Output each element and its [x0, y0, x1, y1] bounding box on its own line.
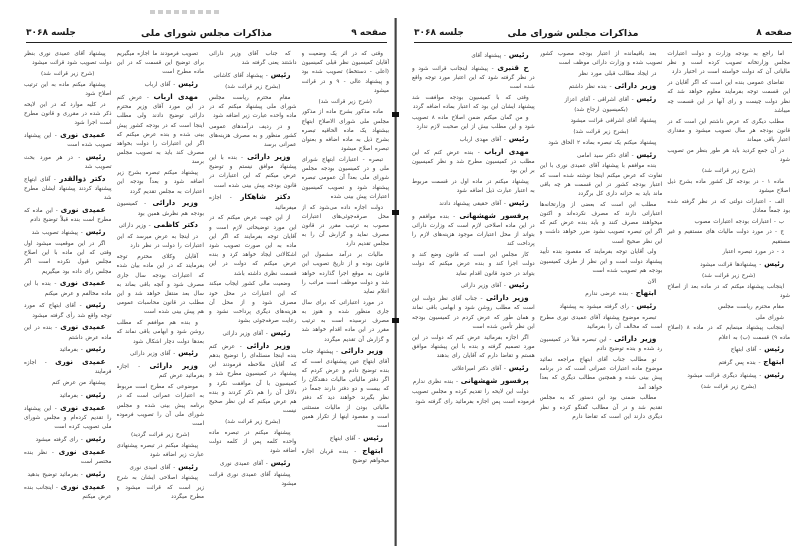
speech-text: - آقای وزیر دارائی	[222, 331, 271, 338]
stage-direction: (شرح زیر قرائت شد)	[701, 273, 756, 279]
page-fold	[394, 18, 397, 546]
speech-text: - آقای ابتهاج	[730, 347, 765, 354]
speaker-name: رئیس	[508, 280, 529, 290]
speech-text: - آقای ارباب	[144, 82, 179, 89]
body-paragraph: پیشنهاد میکنم تبصره بشرح زیر اضافه شود و بعداً بودجه این اعتبارات به مجلس تقدیم گردد	[116, 170, 204, 195]
body-paragraph: در ایجاد مطالب قبلی مورد نظر	[578, 71, 657, 77]
speech-paragraph	[667, 344, 790, 355]
speaker-name: رئیس	[85, 344, 106, 354]
speaker-name: مهدی ارباب	[153, 92, 198, 101]
stage-direction: (بشرح زیر قرائت شد)	[225, 419, 281, 426]
speech-paragraph	[24, 174, 112, 204]
body-paragraph: و در ردیف درآمدهای عمومی کشور منظور و به مصرف هزینه‌های عمرانی برسد	[209, 123, 297, 149]
left-column-1	[302, 50, 390, 543]
speech-paragraph	[667, 259, 790, 270]
speech-paragraph	[209, 192, 297, 212]
speech-paragraph	[540, 288, 663, 299]
speaker-name: رئیس	[363, 432, 383, 442]
speaker-name: وزیر دارائی	[614, 80, 657, 90]
body-paragraph: تبصره موضوع پیشنهاد آقای عمیدی نوری مطرح است که مخالف آن را بفرمائید	[539, 314, 663, 331]
body-paragraph: پیشنهاد میکنم ماده به این ترتیب اصلاح شود	[24, 81, 112, 97]
speech-text: - پیشنهاد آقای	[471, 53, 509, 59]
body-paragraph: که جناب آقای وزیر دارائی داشتند یعنی گرفته شد	[209, 51, 297, 67]
speech-text: - جناب آقای نظر دولت این است که مطلب روشن شود و ابهامی باقی نماند و همان طور که عرض کردم در کمیسیون بودجه این نظر تأمین شده است	[411, 296, 535, 330]
body-paragraph: پیشنهاد اصلاحی ایشان به شرح زیر است که قرائت میشود و مطرح میگردد	[116, 475, 204, 500]
speech-paragraph	[117, 220, 205, 231]
body-paragraph: اگر در این موقعیت میشود اول وقتی که این ماده با این اصلاح مجلس قبول نکرده است اگر مجلس رای داده بود میگیریم	[24, 241, 112, 275]
speaker-name: وزیر دارائی	[614, 333, 657, 343]
right-page-running-head	[414, 28, 792, 43]
speech-paragraph	[667, 357, 790, 368]
body-paragraph: در آن جمع کردید باید هر طور بنظر من تصویب شود	[667, 147, 790, 164]
speech-text: - این پیشنهاد را تقدیم کرده‌ام و مجلس شورای ملی تصویب کرده است	[24, 405, 112, 431]
body-paragraph: اما راجع به بودجه وزارت و دولت اعتبارات مجلس وزارتخانه تصویب کرده است و نظر مالیاتی آن که دولت خواسته است در اختیار دارد	[667, 51, 790, 76]
speech-text: - این تبصره قبلاً در کمیسیون رد شده و بنده توضیح دادم	[539, 336, 663, 353]
speaker-name: رئیس	[636, 149, 657, 159]
speech-text: - اجازه میفرمائید	[209, 195, 297, 211]
body-paragraph: و من گمان میکنم ضمن اصلاح ماده ۸ تصویب شود و این مطلب بیش از این صحبت لازم ندارد	[411, 115, 535, 131]
speaker-name: عمیدی نوری	[58, 446, 106, 456]
body-paragraph: ماده مذکور بشرح ماده از مذکور مجلس ملی شورای الاصلاح ابتهاج بیشنهاد یک ماده الحاقیه تبصره بشرح ذیل به ماده اضافه و بعنوان تبصره اصلاح میشود	[301, 109, 389, 153]
speech-paragraph	[117, 462, 205, 473]
speaker-name: رئیس	[508, 50, 529, 59]
speaker-name: رئیس	[270, 70, 291, 79]
speech-text: - آقای وزیر دارائی	[130, 351, 179, 358]
speech-paragraph	[412, 293, 535, 332]
body-paragraph: ولی آقایان توجه بفرمایند که مقصود بنده تأیید پیشنهاد دولت است و این نظر از طرف کمیسیون بودجه هم تصویب شده است	[539, 249, 663, 274]
speech-text: - نظر بنده مختصر است	[24, 449, 112, 465]
speaker-name: وزیر دارائی	[149, 361, 198, 371]
body-paragraph: مقام محترم ریاست مجلس شورای ملی پیشنهاد میکنم که در ماده واحده عبارت زیر اضافه شود	[209, 94, 297, 119]
speech-text: - این پیشنهاد تصویب شده است	[24, 133, 112, 149]
left-page-running-head	[26, 28, 387, 43]
speech-paragraph	[117, 361, 205, 381]
speech-paragraph	[24, 403, 112, 433]
speech-text: - آقای مهدی ارباب	[459, 137, 509, 143]
speaker-name: رئیس	[508, 134, 529, 143]
body-paragraph: مقام محترم ریاست مجلس	[718, 303, 784, 310]
speaker-name: رئیس	[85, 152, 106, 161]
speech-paragraph	[209, 70, 297, 81]
speech-text: - کمیسیون بودجه هم نظرش همین بود	[116, 201, 204, 217]
speech-paragraph	[412, 280, 535, 291]
left-column-3	[117, 50, 205, 543]
speech-paragraph	[24, 300, 112, 320]
body-paragraph: پیشنهاد میکنم در تبصره ماده واحده کلمه پس از کلمه دولت اضافه شود	[209, 429, 297, 455]
right-page-number: صفحه ۸	[756, 28, 792, 38]
speaker-name: دکتر ذوالقدر	[59, 174, 106, 183]
speaker-name: پرفسور شهشهانی	[460, 375, 529, 385]
body-paragraph: مالیات بر درآمد مشمول این قانون بوده و از تاریخ تصویب این قانون به موقع اجرا گذارده خواهد شد و دولت موظف است مراتب را اعلام نماید	[301, 252, 389, 296]
speaker-name: عمیدی نوری	[55, 357, 106, 367]
speech-text: - پیشنهادها قرائت میشود	[700, 262, 765, 269]
body-paragraph: دولت این لایحه را تقدیم کرده و مجلس تصویب فرموده است پس اجازه بفرمائید رای گرفته شود	[411, 389, 535, 405]
speech-text: - بنده با این ماده مخالفم و عرض میکنم	[24, 281, 112, 297]
body-paragraph: تصویب فرمودند ما اجازه میگیریم برای توضیح این قسمت که در این ماده مطرح است	[116, 51, 204, 76]
body-paragraph: وقتی که با کمیسیون بودجه موافقت شد پیشنهاد ایشان این بود که اعتبار بماده اضافه گردد	[411, 95, 535, 111]
speaker-name: رئیس	[178, 461, 198, 471]
speaker-name: رئیس	[85, 390, 106, 399]
speech-paragraph	[24, 344, 112, 355]
speech-paragraph	[24, 469, 112, 480]
speech-paragraph	[412, 376, 535, 387]
left-page	[0, 0, 393, 549]
stage-direction: (بکمیسیون ارجاع شد)	[574, 107, 628, 114]
speech-paragraph	[412, 198, 535, 209]
speaker-name: رئیس	[508, 362, 529, 372]
speech-paragraph	[302, 346, 390, 431]
speaker-name: پرفسور شهشهانی	[459, 210, 529, 220]
speech-text: - بنده در این ماده عرض داشتم	[24, 325, 112, 341]
speech-paragraph	[412, 50, 535, 61]
speech-paragraph	[24, 130, 112, 150]
speaker-name: رئیس	[270, 328, 291, 338]
left-column-2	[209, 50, 297, 543]
body-paragraph: پیشنهاد آقای اشرافی قرائت میشود	[570, 118, 657, 125]
fold-mark	[392, 318, 399, 323]
body-paragraph: پیشنهاد آقای عمیدی نوری بنظر دولت تصویب شود قرائت میشود	[24, 51, 112, 67]
speech-paragraph	[209, 328, 297, 339]
speaker-name: رئیس	[764, 369, 784, 379]
speaker-name: وزیر دارائی	[486, 293, 529, 303]
right-page-title: مذاکرات مجلس شورای ملی	[507, 28, 639, 39]
speech-text: - آقای وزیر دارائی	[460, 283, 509, 290]
stage-direction: (شرح زیر قرائت شد)	[318, 98, 372, 105]
body-paragraph: در اینجا به عرض میرسد که این اعتبارات را دولت در نظر دارد	[116, 234, 204, 250]
speaker-name: رئیس	[764, 259, 784, 269]
speech-paragraph	[540, 94, 663, 105]
speech-paragraph	[540, 301, 663, 312]
speaker-name: وزیر دارائی	[340, 346, 383, 356]
speaker-name: رئیس	[270, 458, 291, 468]
speaker-name: مهدی ارباب	[484, 146, 529, 156]
body-paragraph: مطالب ضمنی بود این دستور که به مجلس تقدیم شد و در آن مطالب گفتگو کرده و نظر دیگری دارند این است که تقاضا دارم	[539, 395, 663, 420]
speech-paragraph	[117, 348, 205, 359]
speaker-name: وزیر دارائی	[152, 198, 198, 208]
speaker-name: رئیس	[85, 468, 106, 478]
speaker-name: رئیس	[85, 227, 106, 237]
speech-text: - پیشنهاد تصویب شد	[31, 230, 86, 237]
stage-direction: (شرح زیر قرائت شد)	[701, 167, 756, 174]
speaker-name: رئیس	[764, 344, 784, 354]
body-paragraph: آقایان وکلای محترم توجه بفرمایند که در این ماده بیان شده که اعتبارات بودجه سال جاری مصرف شود و آنچه باقی بماند به سال بعد منتقل خواهد شد و این مطلب در قانون محاسبات عمومی هم پیش بینی شده است	[116, 254, 204, 316]
speaker-name: وزیر دارائی	[246, 340, 291, 350]
body-paragraph: و بنده هم موافقم که مطلب روشن شود و ابهامی باقی نماند که بعدها دولت دچار اشکال شود	[116, 320, 204, 345]
body-paragraph: پیشنهاد آقای عمیدی نوری قرائت میشود	[209, 471, 297, 488]
body-paragraph: بعد باقیمانده از اعتبار بودجه مصوب کشور تصویب شده و وزارت دارائی موظف است	[539, 51, 663, 67]
speech-text: - آقای ابتهاج	[329, 435, 364, 442]
speech-paragraph	[540, 334, 663, 354]
speech-paragraph	[24, 227, 112, 238]
speech-paragraph	[667, 370, 790, 381]
body-paragraph: کار مجلس این است که قانون وضع کند و دولت اجرا کند و بنده عرض میکنم که دولت بتواند در حدود قانون اقدام نماید	[411, 252, 535, 277]
left-page-title: مذاکرات مجلس شورای ملی	[141, 28, 272, 39]
speech-paragraph	[24, 447, 112, 467]
speech-paragraph	[412, 211, 535, 250]
right-column-1	[667, 50, 790, 543]
speech-paragraph	[209, 341, 297, 417]
speech-text: - بنده نظری ندارم	[412, 378, 461, 385]
speech-paragraph	[540, 150, 663, 161]
speech-text: - بفرمائید	[59, 347, 86, 354]
speech-text: - آقای اشراقی - آقای اعزاز	[564, 96, 637, 103]
body-paragraph: ب - اعتبارات بودجه اعتبارات مصوب	[694, 218, 784, 225]
speech-text: - آقای امیدی نوری	[129, 464, 179, 471]
speech-paragraph	[302, 433, 390, 444]
speech-text: - بنده عرض کنم که این مطلب در کمیسیون مطرح شد و نظر کمیسیون بر این بود	[411, 149, 535, 175]
speech-paragraph	[412, 363, 535, 374]
speech-paragraph	[24, 322, 112, 342]
speech-text: - رای گرفته میشود	[35, 437, 86, 443]
speech-text: - در هر مورد بحث تصویب شد	[24, 155, 112, 171]
body-paragraph: اگر اجازه بفرمائید عرض کنم که دولت در این مورد تصمیم گرفته و بنده با این پیشنهاد موافق هستم و تقاضا دارم که آقایان رای بدهند	[411, 334, 535, 360]
speech-paragraph	[24, 152, 112, 172]
speech-paragraph	[24, 482, 112, 502]
body-paragraph: بنده موافقم با پیشنهاد آقای عمیدی نوری با این تفاوت که عرض میکنم اینجا نوشته شده است که اعتبار بودجه کشور در این قسمت هر چه باقی ماند باید به خزانه داری کل برگردد	[539, 163, 663, 197]
speaker-name: دکتر کاظمی	[153, 220, 198, 230]
speaker-name: ابتهاج	[362, 445, 383, 455]
right-column-2	[540, 50, 663, 543]
body-paragraph: اینجانب پیشنهاد میکنم که در ماده بعد از اصلاح شود	[667, 283, 790, 299]
speech-paragraph	[24, 390, 112, 401]
fold-mark	[392, 112, 399, 117]
body-paragraph: وقتی که در اثر یک وضعیت و آقایان کمیسیون نظر قبلی کمیسیون (اعلی - دستخط) تصویب شده بود و پیشنهاد عالی - ۹ و در قرائت میشود	[301, 51, 389, 94]
body-paragraph: وضعیت مالی کشور ایجاب میکند که این اعتبارات در محل خود مصرف شود و از محل آن هزینه‌های دیگری پرداخت نشود و رعایت صرفه‌جوئی بشود	[209, 281, 297, 325]
body-paragraph: پیشنهاد میکنم در ماده اول در قسمت مربوط به اعتبار عبارت ذیل اضافه شود	[411, 179, 535, 195]
speaker-name: رئیس	[85, 434, 106, 443]
body-paragraph: پیشنهاد من عرض کنم	[51, 380, 106, 387]
speech-text: - آقای ابتهاج که مورد توجه واقع شد رأی گرفته میشود	[24, 303, 112, 319]
speaker-name: عمیدی نوری	[60, 205, 106, 215]
body-paragraph: مطلب این است که بعضی از وزارتخانه‌ها اعتباراتی دارند که مصرف نکرده‌اند و اکنون میخواهند مصرف کنند و باید بنده عرض کنم که اگر این تبصره تصویب نشود ضرر خواهد داشت و این نظر صحیح است	[539, 201, 663, 245]
speech-paragraph	[412, 134, 535, 145]
body-paragraph: تو مطالب جناب آقای ابتهاج مراجعه نمائید موضوع ماده اعتبارات عمرانی است که در برنامه پیش بینی شده و همچنین مطالب دیگری که بعداً خواهد آمد	[539, 356, 663, 391]
body-paragraph: الف - اعتبارات دولتی که در نظر گرفته شده بود جمعاً معادل	[667, 198, 790, 214]
speech-text: - بفرمائید توضیح بدهید	[27, 471, 86, 478]
speech-paragraph	[412, 147, 535, 177]
speaker-name: عمیدی نوری	[60, 322, 106, 332]
speaker-name: رئیس	[178, 79, 198, 89]
speech-text: - آقای ابتهاج پیشنهاد کردند پیشنهاد ایشان مطرح شد	[24, 177, 112, 202]
speech-text: - پیشنهاد اینجانب قرائت شود و در نظر گرفته شود که این اعتبار مورد توجه واقع شده است	[411, 65, 535, 91]
left-page-session: جلسه ۳۰۶۸	[26, 28, 76, 38]
speech-paragraph	[117, 92, 205, 168]
body-paragraph: پیشنهاد میکنم یک تبصره بماده ۲ الحاق شود	[548, 139, 657, 146]
speech-text: - بنده عرضی ندارم	[585, 291, 636, 298]
speaker-name: عمیدی نوری	[60, 402, 106, 412]
speech-text: - بفرمائید	[59, 393, 86, 399]
speech-text: - آقای دکتر امیراعلائی	[451, 365, 509, 372]
speech-text: - بنده پس گرفتم	[718, 360, 764, 367]
speech-paragraph	[24, 278, 112, 298]
body-paragraph: ماده ۱ - در بودجه کل کشور ماده بشرح ذیل اصلاح میشود	[667, 178, 790, 194]
speaker-name: ح قنبری	[497, 62, 529, 72]
body-paragraph: ج - در مورد دولت مالیات های مستقیم و غیر مستقیم	[667, 229, 790, 245]
speech-text: - عرض کنم در این مورد آقای وزیر محترم دارائی توضیح دادند ولی مطلب اینجا است که در بودجه کشور پیش بینی شده و بنده عرض میکنم که اگر این اعتبارات را دولت بخواهد مصرف کند باید به تصویب مجلس برسد	[116, 95, 204, 166]
speech-text: - رای گرفته میشود به پیشنهاد	[559, 304, 637, 311]
speech-paragraph	[24, 357, 112, 377]
stage-direction: (بشرح زیر قرائت شد)	[701, 383, 757, 390]
body-paragraph: شورای ملی	[755, 314, 784, 321]
speech-text: - آقای عمیدی نوری	[220, 461, 271, 468]
body-paragraph: مطلب دیگری که عرض داشتم این است که در قانون بودجه هر سال تصویب میشود و مقداری اعتبار باقی میماند	[667, 118, 790, 144]
speech-text: - آقای دکتر سید امامی	[577, 152, 637, 159]
stage-direction: (بشرح زیر قرائت شد)	[225, 83, 281, 90]
body-paragraph: تبصره - اعتبارات ابتهاج شورای ملی و در کمیسیون بودجه مجلس شورای ملی بعداً آن عمومی تبصره پیشنهاد شود و تصویب کمیسیون اعتبارات پیش بینی شده	[301, 157, 389, 200]
speech-text: - پیشنهاد آقای کاشانی	[213, 73, 271, 79]
speech-text: - وزیر دارائی	[118, 223, 154, 230]
speech-text: - اجازه فرمایند	[24, 360, 112, 376]
speaker-name: دکتر شاهکار	[240, 192, 291, 202]
left-page-number: صفحه ۹	[351, 28, 387, 38]
right-page	[400, 0, 800, 549]
speech-text: - بنده با این پیشنهاد موافق نیستم و توضیح عرض میکنم که این اعتبارات در قانون بودجه پیش بینی شده است	[209, 155, 297, 189]
speaker-name: رئیس	[636, 93, 657, 103]
speech-paragraph	[302, 446, 390, 466]
speech-paragraph	[540, 81, 663, 92]
right-page-columns	[412, 50, 790, 543]
speech-paragraph	[209, 458, 297, 469]
stage-direction: (شرح زیر قرائت گردید)	[130, 431, 190, 438]
speech-paragraph	[24, 205, 112, 225]
speech-paragraph	[117, 79, 205, 90]
speaker-name: رئیس	[636, 301, 657, 311]
speech-text: - بنده نظر داشتم	[568, 83, 615, 90]
speech-paragraph	[117, 198, 205, 218]
speech-paragraph	[209, 152, 297, 191]
speech-text: - این ماده که مطرح است بنده قبلاً توضیح دادم	[24, 208, 112, 224]
speaker-name: وزیر دارائی	[247, 152, 291, 161]
speaker-name: ابتهاج	[635, 288, 657, 298]
left-column-4	[24, 50, 112, 543]
body-paragraph: الان	[647, 278, 657, 285]
stage-direction: (بشرح زیر قرائت شد)	[573, 128, 629, 135]
body-paragraph: د - در مورد تبصره اعتبار	[722, 249, 784, 256]
body-paragraph: تقاضای عمومی بنده این است که اگر آقایان در این قسمت توجه بفرمایند معلوم خواهد شد که نظر دولت چیست و رای آنها در این قسمت چه میباشد	[667, 80, 790, 114]
body-paragraph: در کلیه موارد که در این لایحه ذکر شده در مقرری و قانون مطرح است اجرا شود	[24, 101, 112, 127]
speaker-name: رئیس	[178, 348, 198, 358]
stage-direction: (شرح زیر قرائت شد)	[41, 71, 95, 77]
speaker-name: عمیدی نوری	[60, 481, 106, 491]
fold-mark	[392, 210, 399, 215]
right-column-3	[412, 50, 535, 543]
speaker-name: رئیس	[508, 198, 529, 207]
speech-paragraph	[24, 434, 112, 445]
left-page-columns	[24, 50, 389, 543]
body-paragraph: موضوعی که مطرح است مربوط به اعتبارات عمرانی است که در برنامه پیش بینی شده و مجلس شورای ملی آن را تصویب فرموده است	[116, 384, 204, 428]
right-page-session: جلسه ۳۰۶۸	[414, 28, 464, 38]
speech-text: - اینجانب بنده عرض میکنم	[24, 484, 112, 500]
speaker-name: ابتهاج	[763, 357, 784, 367]
body-paragraph: در مورد اعتباراتی که برای سال جاری منظور شده و هنوز به مصرف نرسیده است به ترتیب مقرر در این ماده اقدام خواهد شد و گزارش آن تقدیم میگردد	[301, 299, 389, 343]
speaker-name: عمیدی نوری	[60, 130, 106, 139]
speech-text: - عرض کنم بنده اینجا مسئله‌ای را توضیح بدهم که آقایان ملاحظه فرمودند این پیشنهاد در کمیسیون مطرح شد و کمیسیون با آن موافقت نکرد و دلائل آن را هم ذکر کردند و بنده هم عرض میکنم که این نظر صحیح نیست	[209, 343, 297, 415]
speech-text: - بنده موافقم و در این ماده اصلاحی لازم است که وزارت دارائی بتواند از محل اعتبارات موجود هزینه‌های لازم را پرداخت کند	[411, 213, 535, 248]
speaker-name: رئیس	[85, 300, 106, 310]
speech-text: - آقای حقیقی پیشنهاد دادند	[439, 201, 509, 207]
body-paragraph: دولت اجازه داده می‌شود که از محل صرفه‌جوئی‌های اعتبارات مصوب به ترتیب مقرر در قانون مصرف نماید و گزارش آن را به مجلس تقدیم دارد	[301, 204, 389, 248]
speaker-name: عمیدی نوری	[59, 278, 106, 288]
speech-text: - پیشنهاد دیگری قرائت میشود	[687, 372, 765, 379]
speech-text: - بنده قربان اجازه میخواهم توضیح	[301, 448, 389, 464]
speech-text: - اجازه بفرمائید عرض کنم	[116, 364, 204, 380]
body-paragraph: پیشنهاد میکنم در تبصره پیشنهادی عبارت زیر اضافه شود	[116, 442, 204, 458]
body-paragraph: اینجانب پیشنهاد مینمایم که در ماده ۸ (اصلاح ماده ۹) قسمت (ب) به اعلام	[667, 325, 790, 341]
speech-text: - پیشنهاد جناب آقای ابتهاج عین پیشنهادی است که بنده توضیح دادم و عرض کردم که اگر دفتر مالیاتی مالیات دهندگان را که بیست و دو دفتر دارند جمعاً در نظر بگیرند خواهند دید که دفتر مالیاتی بودن از مالیات مستثنی است و مقصود اینها از تکرار همین است	[301, 349, 389, 430]
body-paragraph: از این جهت عرض میکنم که در این مورد توضیحاتی لازم است و آقایان توجه بفرمایند که اگر این ماده به این صورت تصویب شود اشکالاتی ایجاد خواهد کرد و بنده عرض میکنم که دولت در این قسمت نظری داشته باشد	[209, 215, 297, 277]
speech-paragraph	[412, 63, 535, 93]
